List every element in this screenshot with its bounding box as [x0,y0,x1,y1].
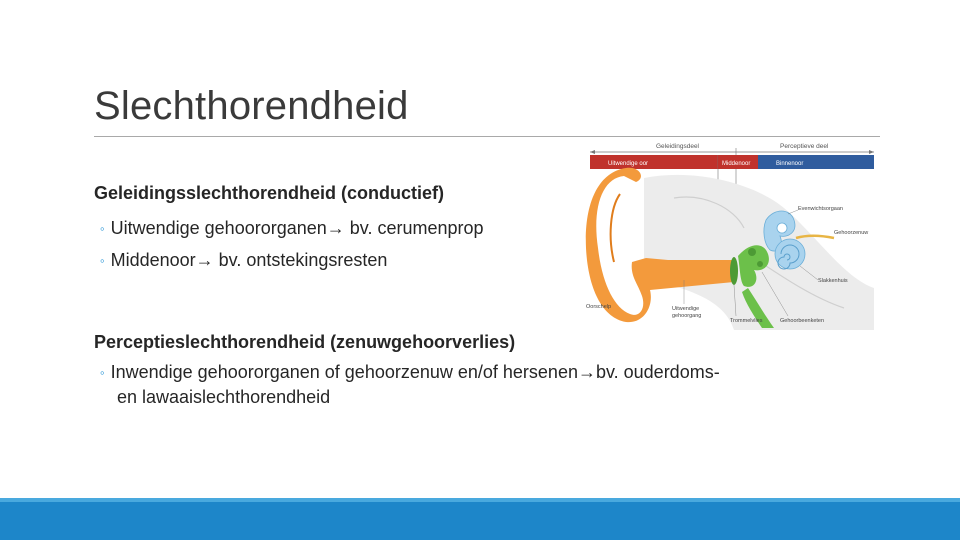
label-middenoor: Middenoor [722,161,751,167]
label-gehoorbeenketen: Gehoorbeenketen [780,318,825,324]
title-divider [94,136,880,137]
bullet-text-continuation: en lawaaislechthorendheid [117,387,331,407]
eardrum-shape [730,257,738,285]
label-evenwichtsorgaan: Evenwichtsorgaan [798,206,843,212]
ear-anatomy-diagram [584,138,880,330]
label-uitwendige-gehoorgang-1: Uitwendige [672,306,700,312]
label-uitwendige-gehoorgang-2: gehoorgang [672,313,702,319]
label-slakkenhuis: Slakkenhuis [818,278,848,284]
bullet-text: Middenoor→ bv. ontstekingsresten [110,250,388,270]
bullet-marker-icon: ◦ [100,365,105,380]
label-geleidingsdeel: Geleidingsdeel [656,143,700,150]
footer-bar [0,498,960,540]
bullet-text: Uitwendige gehoororganen→ bv. cerumenprop [110,218,484,238]
bullet-marker-icon: ◦ [100,221,105,236]
section-heading-perceptive: Perceptieslechthorendheid (zenuwgehoorverlies) [94,332,516,352]
label-oorschelp: Oorschelp [586,304,612,310]
slide-title: Slechthorendheid [94,84,409,128]
bullet-marker-icon: ◦ [100,253,105,268]
bullet-item [100,361,720,385]
bullet-item [100,249,387,273]
footer-stripe [0,498,960,502]
label-trommelvlies: Trommelvlies [730,318,763,324]
label-uitwendige-oor: Uitwendige oor [608,161,649,167]
bullet-item [100,217,484,241]
bullet-text: Inwendige gehoororganen of gehoorzenuw en/of hersenen→bv. ouderdoms- [110,362,720,382]
section-heading-conductive: Geleidingsslechthorendheid (conductief) [94,183,445,203]
label-gehoorzenuw: Gehoorzenuw [834,230,869,236]
ear-canal-shape [646,260,736,280]
label-perceptieve-deel: Perceptieve deel [780,143,829,150]
label-binnenoor: Binnenoor [776,161,804,167]
